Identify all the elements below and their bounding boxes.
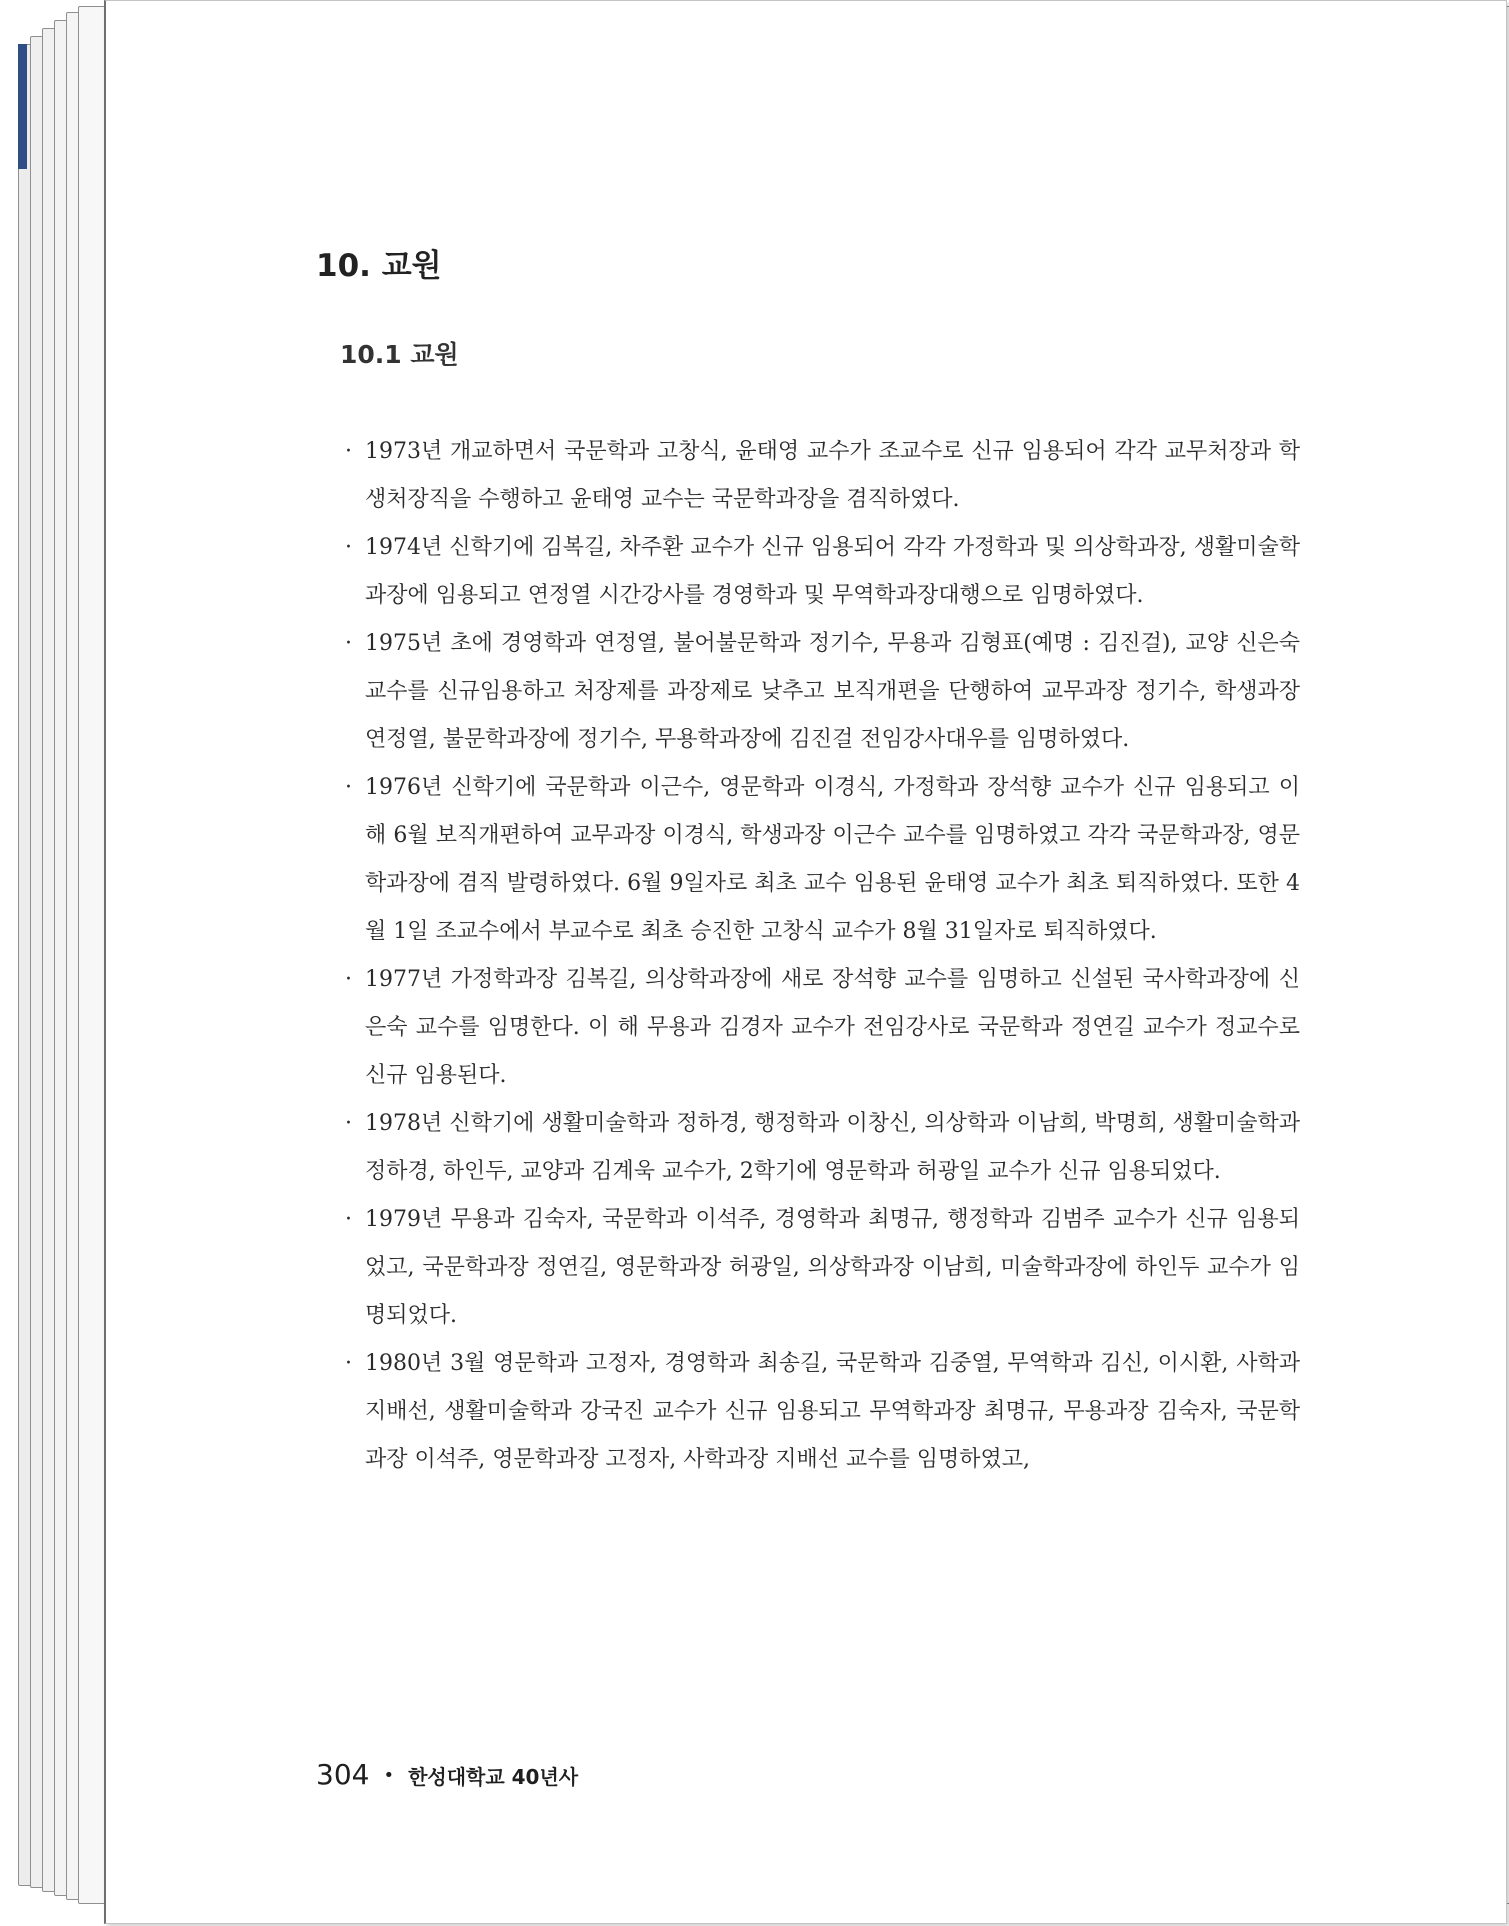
section-title: 10. 교원: [316, 248, 442, 284]
list-item: [345, 1340, 1300, 1484]
item-text: 1973년 개교하면서 국문학과 고창식, 윤태영 교수가 조교수로 신규 임용되어 각각 교무처장과 학생처장직을 수행하고 윤태영 교수는 국문학과장을 겸직하였다.: [365, 439, 1300, 512]
footer-separator: •: [383, 1765, 395, 1786]
list-item: [345, 1196, 1300, 1340]
faculty-history-list: [345, 428, 1300, 1484]
book-title: 한성대학교 40년사: [408, 1765, 579, 1789]
page-number: 304: [316, 1758, 370, 1791]
bullet: ·: [345, 535, 352, 560]
item-text: 1978년 신학기에 생활미술학과 정하경, 행정학과 이창신, 의상학과 이남희, 박명희, 생활미술학과 정하경, 하인두, 교양과 김계욱 교수가, 2학기에 영문학과 허광일 교수가 신규 임용되었다.: [365, 1111, 1300, 1184]
item-text: 1979년 무용과 김숙자, 국문학과 이석주, 경영학과 최명규, 행정학과 김범주 교수가 신규 임용되었고, 국문학과장 정연길, 영문학과장 허광일, 의상학과장 이남희, 미술학과장에 하인두 교수가 임명되었다.: [365, 1207, 1300, 1328]
bullet: ·: [345, 631, 352, 656]
bullet: ·: [345, 967, 352, 992]
item-text: 1980년 3월 영문학과 고정자, 경영학과 최송길, 국문학과 김중열, 무역학과 김신, 이시환, 사학과 지배선, 생활미술학과 강국진 교수가 신규 임용되고 무역학과장 최명규, 무용과장 김숙자, 국문학과장 이석주, 영문학과장 고정자, 사학과장 지배선 교수를 임명하였고,: [365, 1351, 1300, 1472]
bullet: ·: [345, 1351, 352, 1376]
list-item: [345, 764, 1300, 956]
list-item: [345, 428, 1300, 524]
spine-color-strip: [18, 44, 27, 169]
bullet: ·: [345, 439, 352, 464]
item-text: 1975년 초에 경영학과 연정열, 불어불문학과 정기수, 무용과 김형표(예명 : 김진걸), 교양 신은숙 교수를 신규임용하고 처장제를 과장제로 낮추고 보직개편을 단행하여 교무과장 정기수, 학생과장 연정열, 불문학과장에 정기수, 무용학과장에 김진걸 전임강사대우를 임명하였다.: [365, 631, 1300, 752]
bullet: ·: [345, 1111, 352, 1136]
list-item: [345, 524, 1300, 620]
list-item: [345, 620, 1300, 764]
subsection-title: 10.1 교원: [340, 340, 459, 369]
item-text: 1974년 신학기에 김복길, 차주환 교수가 신규 임용되어 각각 가정학과 및 의상학과장, 생활미술학과장에 임용되고 연정열 시간강사를 경영학과 및 무역학과장대행으로 임명하였다.: [365, 535, 1300, 608]
item-text: 1976년 신학기에 국문학과 이근수, 영문학과 이경식, 가정학과 장석향 교수가 신규 임용되고 이 해 6월 보직개편하여 교무과장 이경식, 학생과장 이근수 교수를 임명하였고 각각 국문학과장, 영문학과장에 겸직 발령하였다. 6월 9일자로 최초 교수 임용된 윤태영 교수가 최초 퇴직하였다. 또한 4월 1일 조교수에서 부교수로 최초 승진한 고창식 교수가 8월 31일자로 퇴직하였다.: [365, 775, 1300, 944]
bullet: ·: [345, 775, 352, 800]
item-text: 1977년 가정학과장 김복길, 의상학과장에 새로 장석향 교수를 임명하고 신설된 국사학과장에 신은숙 교수를 임명한다. 이 해 무용과 김경자 교수가 전임강사로 국문학과 정연길 교수가 정교수로 신규 임용된다.: [365, 967, 1300, 1088]
list-item: [345, 1100, 1300, 1196]
bullet: ·: [345, 1207, 352, 1232]
page-footer: [316, 1758, 578, 1791]
list-item: [345, 956, 1300, 1100]
